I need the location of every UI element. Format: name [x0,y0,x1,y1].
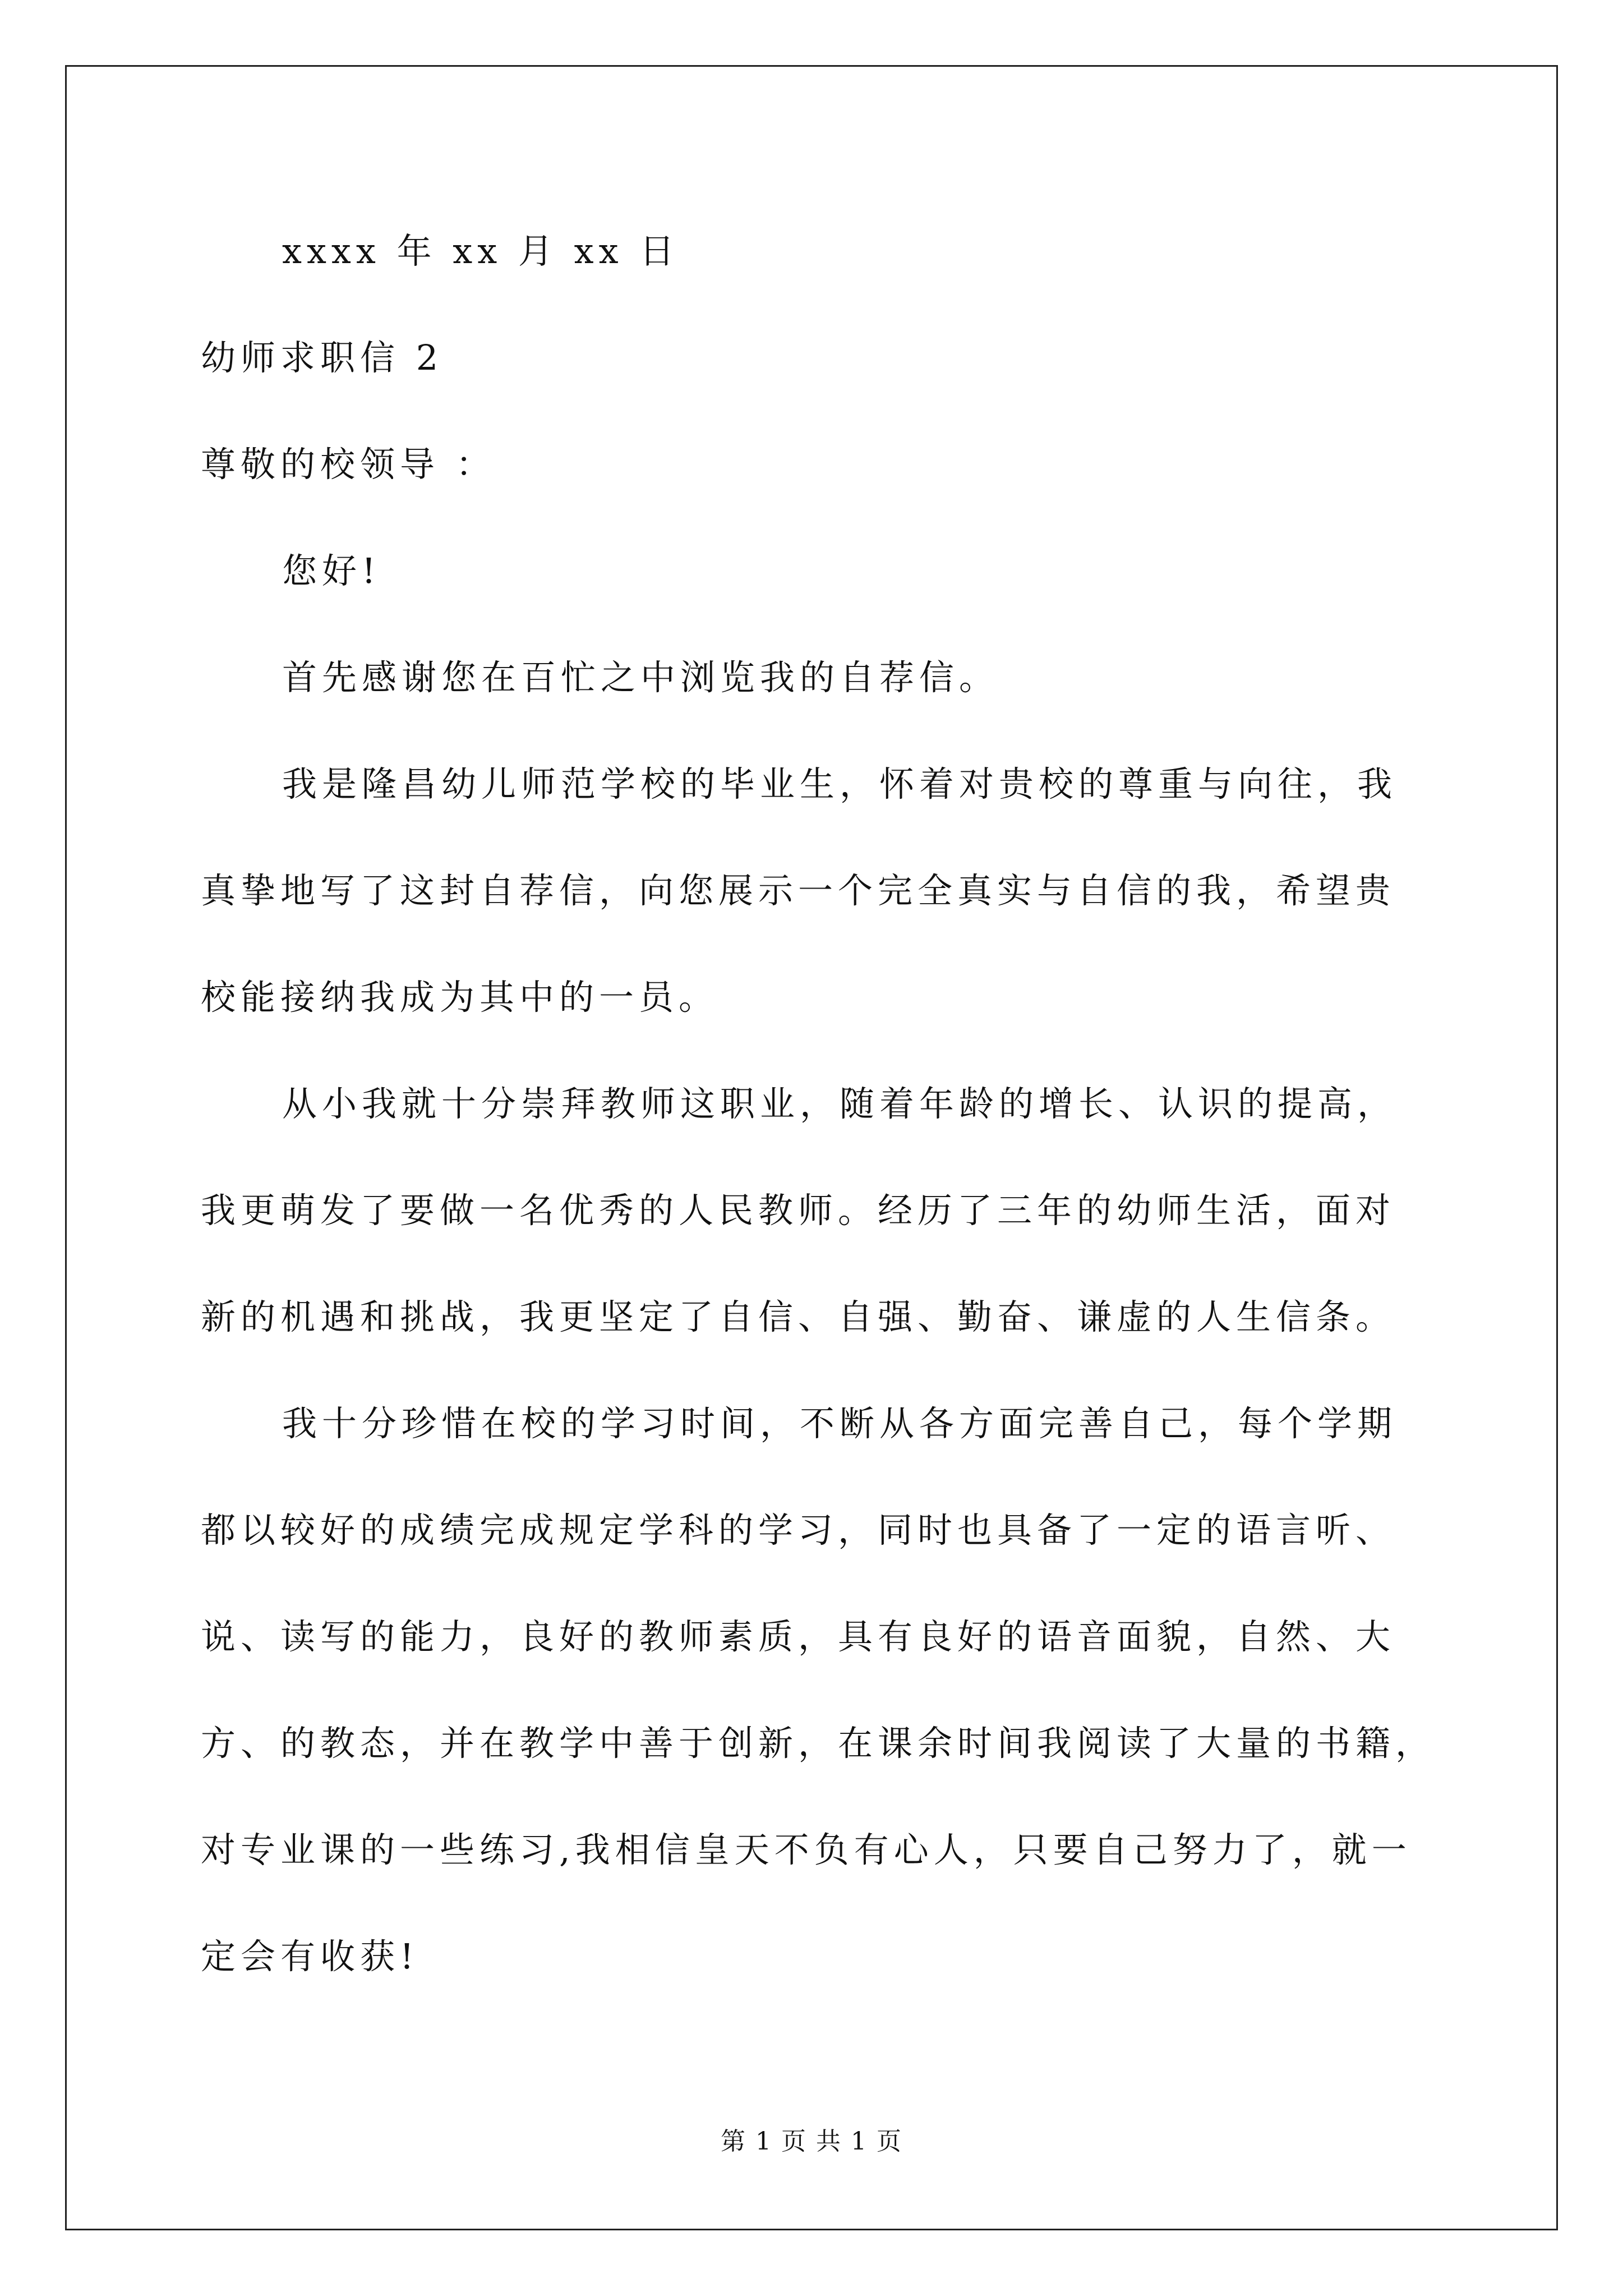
paragraph-line: 方、的教态，并在教学中善于创新，在课余时间我阅读了大量的书籍， [201,1723,1436,1764]
paragraph-line: 都以较好的成绩完成规定学科的学习，同时也具备了一定的语言听、 [201,1510,1396,1550]
paragraph-line: 对专业课的一些练习,我相信皇天不负有心人，只要自己努力了，就一 [201,1829,1412,1870]
paragraph-line: 我更萌发了要做一名优秀的人民教师。经历了三年的幼师生活，面对 [201,1190,1396,1231]
page-footer: 第 1 页 共 1 页 [721,2127,902,2156]
paragraph-line: 真挚地写了这封自荐信，向您展示一个完全真实与自信的我，希望贵 [201,870,1396,911]
paragraph-line: 说、读写的能力，良好的教师素质，具有良好的语音面貌，自然、大 [201,1616,1396,1657]
paragraph-line: 我是隆昌幼儿师范学校的毕业生，怀着对贵校的尊重与向往，我 [282,763,1398,804]
paragraph-line: 新的机遇和挑战，我更坚定了自信、自强、勤奋、谦虚的人生信条。 [201,1296,1396,1337]
paragraph-line: 我十分珍惜在校的学习时间，不断从各方面完善自己，每个学期 [282,1403,1398,1444]
greeting: 您好! [282,550,381,591]
salutation: 尊敬的校领导 ： [201,444,496,485]
date-line: xxxx 年 xx 月 xx 日 [282,231,680,272]
letter-title: 幼师求职信 2 [201,337,444,378]
paragraph-line: 从小我就十分崇拜教师这职业，随着年龄的增长、认识的提高， [282,1083,1398,1124]
page-border [65,65,1558,2230]
paragraph-line: 定会有收获! [201,1936,419,1977]
paragraph-line: 校能接纳我成为其中的一员。 [201,977,719,1018]
paragraph-line: 首先感谢您在百忙之中浏览我的自荐信。 [282,657,999,698]
